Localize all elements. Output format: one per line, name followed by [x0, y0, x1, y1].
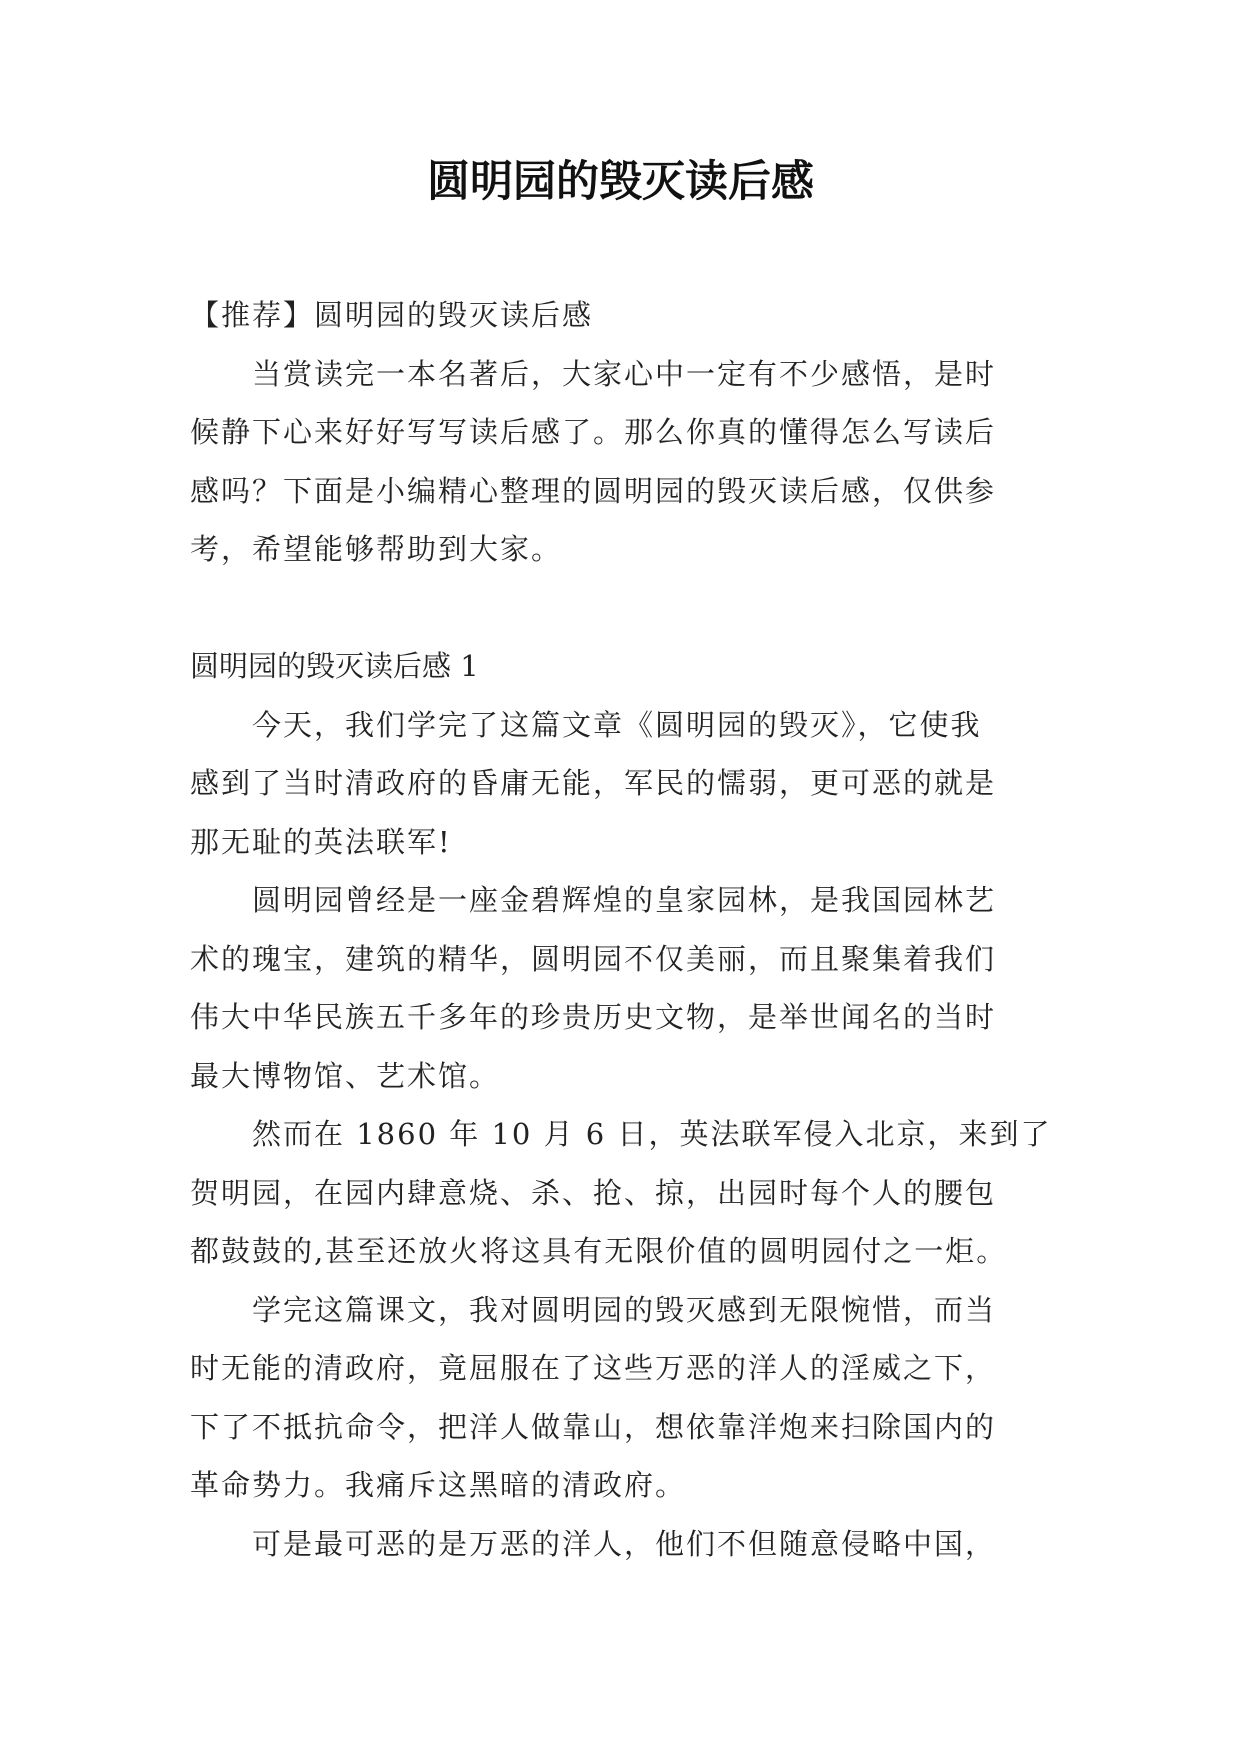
text-line: 伟大中华民族五千多年的珍贵历史文物，是举世闻名的当时 — [190, 1000, 997, 1034]
document-subtitle: 【推荐】圆明园的毁灭读后感 — [190, 298, 594, 332]
paragraph — [190, 1281, 1070, 1515]
text-line: 考，希望能够帮助到大家。 — [190, 532, 563, 566]
text-line: 圆明园曾经是一座金碧辉煌的皇家园林，是我国园林艺 — [252, 883, 997, 917]
text-line: 学完这篇课文，我对圆明园的毁灭感到无限惋惜，而当 — [252, 1292, 997, 1327]
text-line: 革命势力。我痛斥这黑暗的清政府。 — [190, 1468, 687, 1502]
text-line: 术的瑰宝，建筑的精华，圆明园不仅美丽，而且聚集着我们 — [190, 941, 997, 976]
blank-line — [190, 579, 1070, 638]
text-line: 最大博物馆、艺术馆。 — [190, 1058, 501, 1093]
text-line: 然而在 1860 年 10 月 6 日，英法联军侵入北京，来到了 — [252, 1117, 1052, 1151]
text-line: 感到了当时清政府的昏庸无能，军民的懦弱，更可恶的就是 — [190, 766, 997, 800]
text-line: 贺明园，在园内肆意烧、杀、抢、掠，出园时每个人的腰包 — [190, 1175, 997, 1210]
document-body — [190, 286, 1070, 1573]
text-line: 感吗？下面是小编精心整理的圆明园的毁灭读后感，仅供参 — [190, 473, 997, 508]
text-line: 今天，我们学完了这篇文章《圆明园的毁灭》，它使我 — [252, 707, 982, 742]
section-heading: 圆明园的毁灭读后感 1 — [190, 649, 479, 683]
text-line: 当赏读完一本名著后，大家心中一定有不少感悟，是时 — [252, 356, 997, 391]
text-line: 候静下心来好好写写读后感了。那么你真的懂得怎么写读后 — [190, 415, 997, 449]
paragraph — [190, 1105, 1070, 1281]
text-line: 下了不抵抗命令，把洋人做靠山，想依靠洋炮来扫除国内的 — [190, 1409, 997, 1444]
text-line: 时无能的清政府，竟屈服在了这些万恶的洋人的淫威之下， — [190, 1351, 997, 1385]
intro-paragraph — [190, 345, 1070, 579]
text-line: 可是最可恶的是万恶的洋人，他们不但随意侵略中国， — [252, 1526, 997, 1561]
text-line: 那无耻的英法联军! — [190, 824, 452, 859]
paragraph — [190, 1515, 1070, 1574]
paragraph — [190, 871, 1070, 1105]
text-line: 都鼓鼓的,甚至还放火将这具有无限价值的圆明园付之一炬。 — [190, 1234, 1008, 1268]
document-title: 圆明园的毁灭读后感 — [427, 157, 814, 207]
paragraph — [190, 696, 1070, 872]
